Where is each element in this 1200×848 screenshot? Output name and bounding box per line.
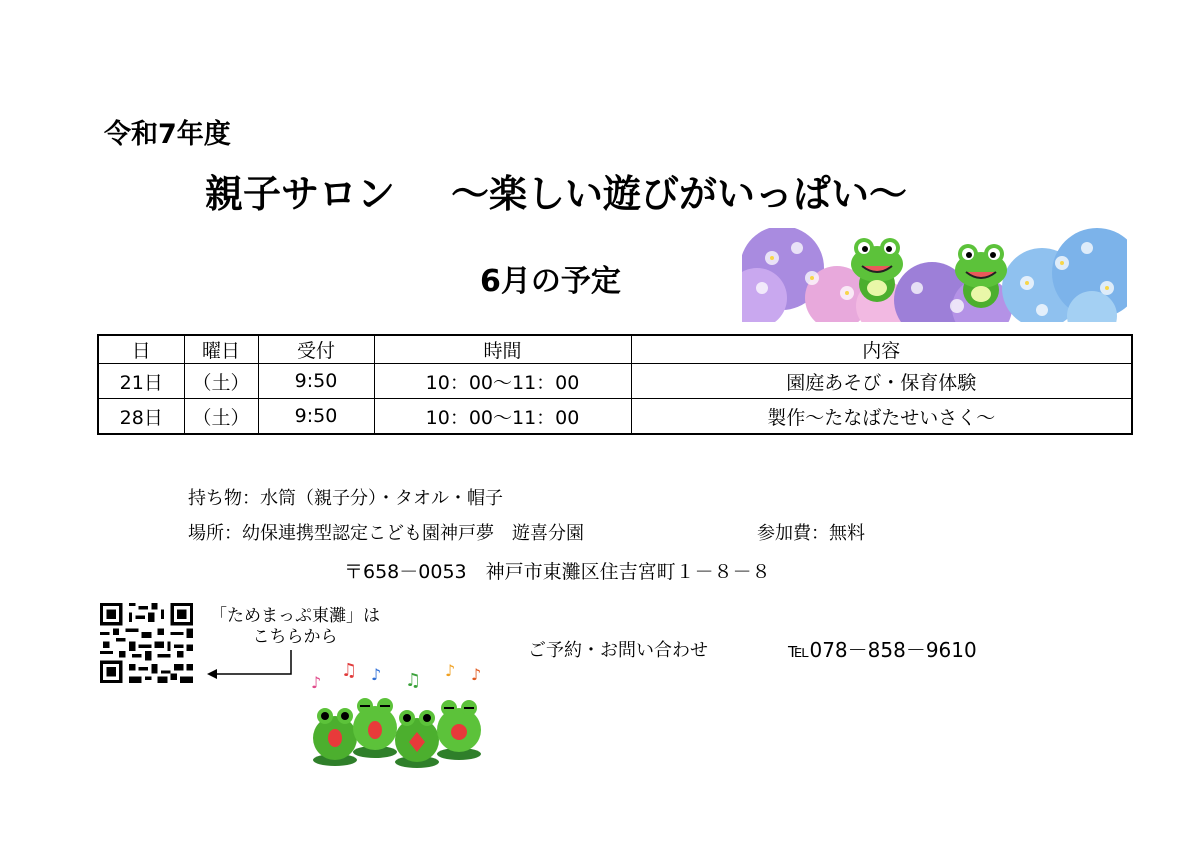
schedule-table	[97, 334, 1133, 435]
contact-label: ご予約・お問い合わせ	[528, 640, 708, 661]
schedule-header-row	[98, 335, 1132, 364]
svg-text:♫: ♫	[405, 670, 422, 691]
header-weekday: 曜日	[184, 335, 258, 364]
header-content: 内容	[631, 335, 1132, 364]
svg-text:♪: ♪	[371, 665, 382, 684]
belongings-text: 持ち物：水筒（親子分）・タオル・帽子	[188, 488, 503, 509]
svg-text:♪: ♪	[311, 673, 322, 692]
cell-weekday: （土）	[184, 364, 258, 399]
qr-note-line1: 「ためまっぷ東灘」は	[210, 606, 380, 626]
cell-content: 製作～たなばたせいさく～	[631, 399, 1132, 435]
header-day: 日	[98, 335, 184, 364]
svg-text:♫: ♫	[341, 660, 358, 681]
header-time: 時間	[374, 335, 631, 364]
cell-reception: 9:50	[258, 399, 374, 435]
qr-note-line2: こちらから	[252, 627, 338, 647]
cell-time: 10：00～11：00	[374, 364, 631, 399]
hydrangea-frogs-illustration	[742, 228, 1127, 322]
cell-weekday: （土）	[184, 399, 258, 435]
title-subtitle: ～楽しい遊びがいっぱい～	[451, 172, 908, 216]
table-row	[98, 399, 1132, 435]
table-row	[98, 364, 1132, 399]
cell-day: 28日	[98, 399, 184, 435]
fiscal-year: 令和7年度	[104, 119, 231, 150]
phone-number[interactable]: ℡078－858－9610	[788, 638, 977, 662]
cell-reception: 9:50	[258, 364, 374, 399]
singing-frogs-illustration	[305, 658, 495, 770]
arrow-left-icon	[207, 650, 295, 680]
qr-note	[210, 606, 380, 648]
title-main: 親子サロン	[205, 172, 396, 216]
address-text: 〒658－0053 神戸市東灘区住吉宮町１－８－８	[344, 561, 771, 583]
svg-text:♪: ♪	[471, 665, 482, 684]
cell-content: 園庭あそび・保育体験	[631, 364, 1132, 399]
cell-day: 21日	[98, 364, 184, 399]
month-schedule-heading: 6月の予定	[480, 264, 621, 299]
fee-text: 参加費：無料	[757, 523, 865, 544]
svg-text:♪: ♪	[445, 661, 456, 680]
place-text: 場所：幼保連携型認定こども園神戸夢 遊喜分園	[188, 523, 584, 544]
qr-code[interactable]	[100, 602, 193, 684]
music-notes-icon	[311, 660, 481, 692]
header-reception: 受付	[258, 335, 374, 364]
cell-time: 10：00～11：00	[374, 399, 631, 435]
page-title	[205, 163, 907, 218]
